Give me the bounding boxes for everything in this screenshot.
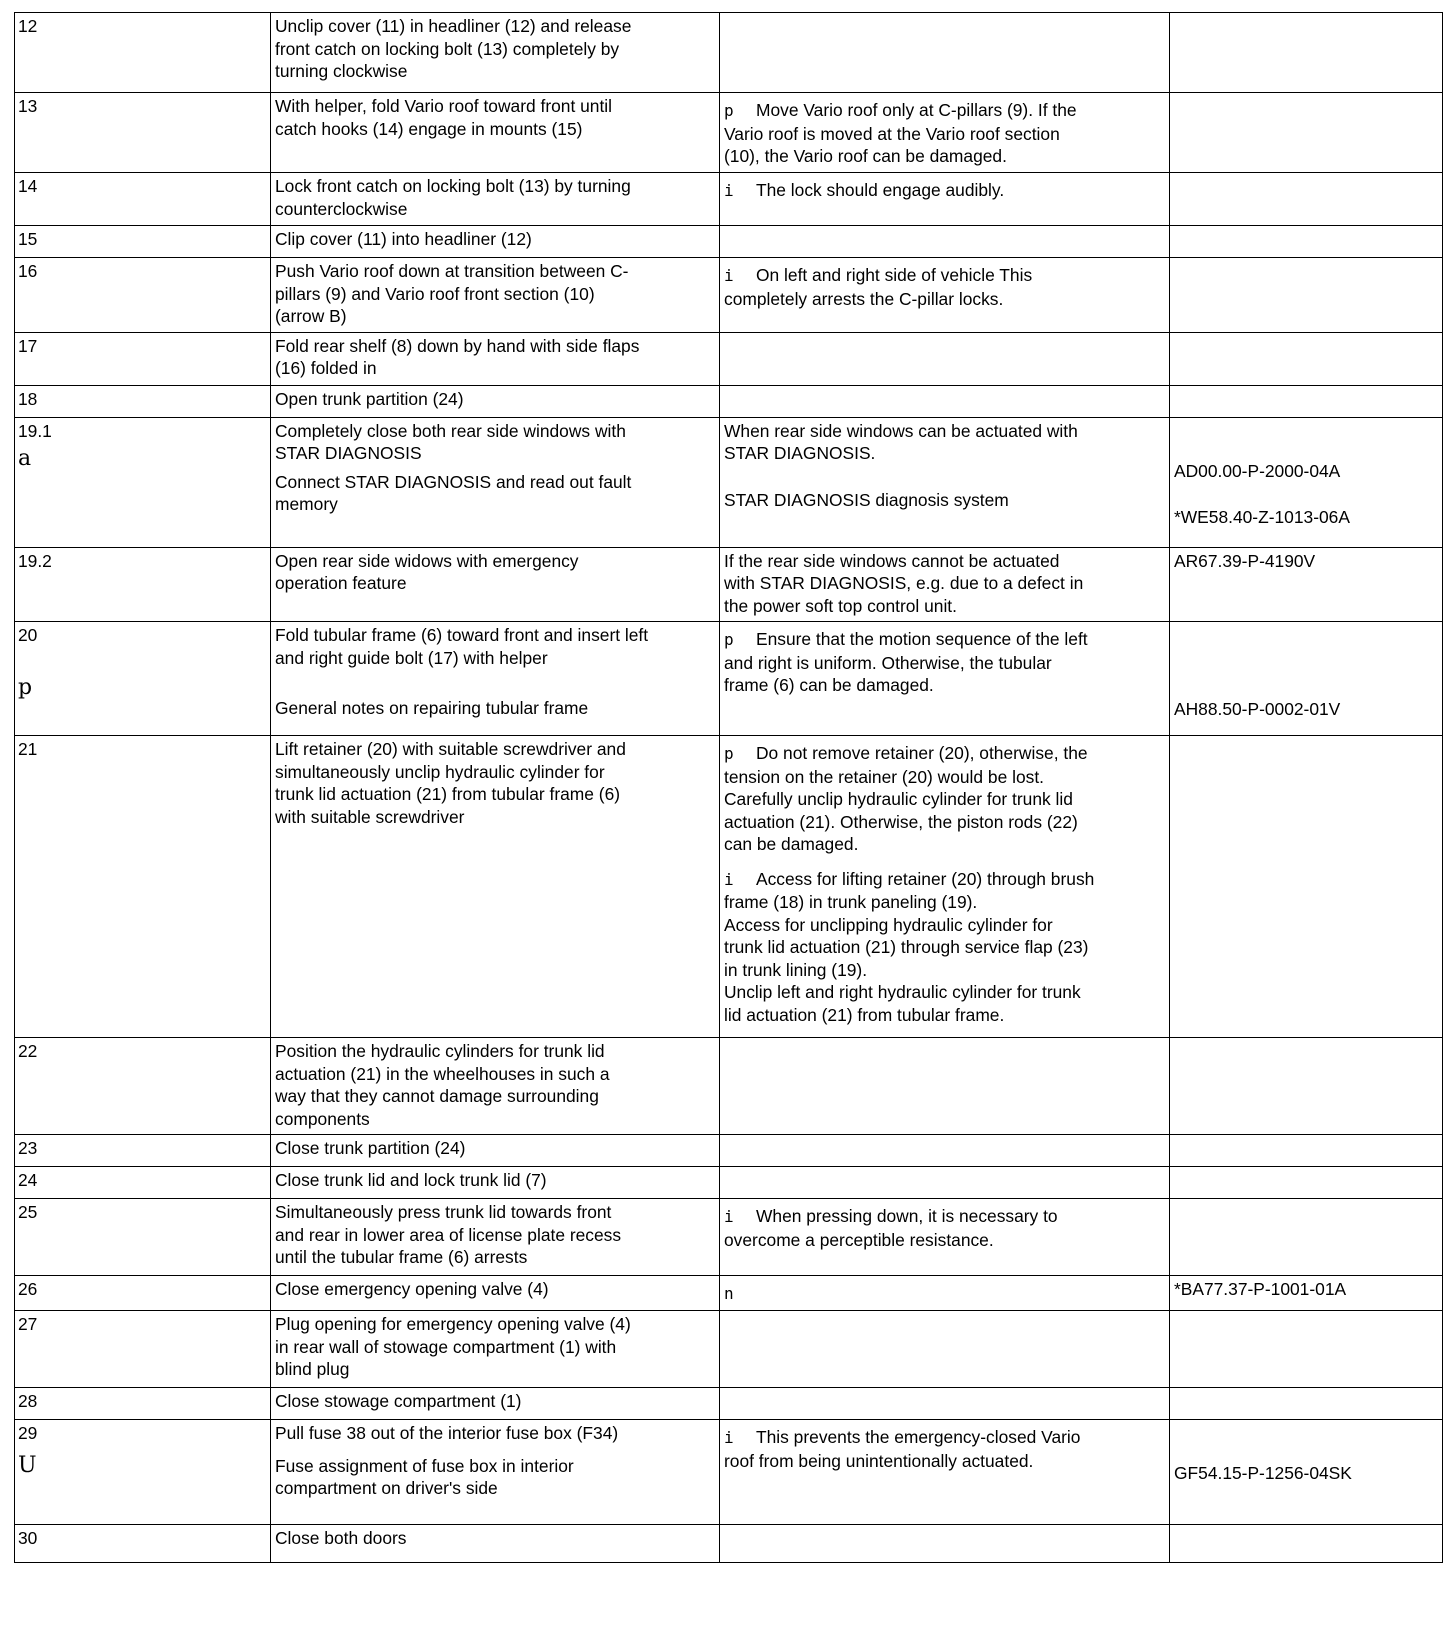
note-symbol: i <box>724 266 734 285</box>
reference-cell <box>1170 1420 1443 1525</box>
step-cell <box>15 1135 271 1167</box>
reference-cell <box>1170 385 1443 417</box>
note-line <box>724 1282 1165 1306</box>
action-cell <box>271 1276 720 1311</box>
table-row <box>15 1388 1443 1420</box>
step-cell <box>15 1199 271 1276</box>
notes-cell <box>720 1135 1170 1167</box>
step-number: 12 <box>18 16 38 36</box>
notes-cell <box>720 1420 1170 1525</box>
notes-cell <box>720 385 1170 417</box>
action-text: until the tubular frame (6) arrests <box>275 1247 528 1267</box>
step-number: 28 <box>18 1391 38 1411</box>
action-text: counterclockwise <box>275 198 408 219</box>
step-number: 29 <box>18 1423 38 1443</box>
action-text: Clip cover (11) into headliner (12) <box>275 229 532 249</box>
note-text: STAR DIAGNOSIS diagnosis system <box>724 489 1009 510</box>
note-line <box>724 99 1165 123</box>
action-text: trunk lid actuation (21) from tubular frame (6) <box>275 784 621 804</box>
table-row <box>15 1167 1443 1199</box>
note-line <box>724 868 1165 892</box>
note-text: lid actuation (21) from tubular frame. <box>724 1004 1005 1025</box>
action-cell <box>271 1199 720 1276</box>
reference-cell <box>1170 226 1443 258</box>
notes-cell <box>720 1388 1170 1420</box>
note-text: frame (18) in trunk paneling (19). <box>724 892 978 912</box>
step-number: 23 <box>18 1138 38 1158</box>
step-cell <box>15 417 271 547</box>
action-cell <box>271 547 720 622</box>
step-number: 22 <box>18 1041 38 1061</box>
step-cell <box>15 622 271 736</box>
reference-cell <box>1170 1199 1443 1276</box>
action-text: pillars (9) and Vario roof front section (10) <box>275 283 595 304</box>
procedure-table <box>14 12 1443 1563</box>
note-text: frame (6) can be damaged. <box>724 675 934 695</box>
note-text: If the rear side windows cannot be actuated <box>724 550 1060 571</box>
document-reference: AR67.39-P-4190V <box>1174 550 1316 571</box>
step-number: 25 <box>18 1202 38 1222</box>
action-cell <box>271 1420 720 1525</box>
action-text: Lock front catch on locking bolt (13) by turning <box>275 176 631 196</box>
action-cell <box>271 173 720 226</box>
action-text: components <box>275 1108 370 1129</box>
note-symbol: p <box>724 744 734 763</box>
notes-cell <box>720 13 1170 93</box>
notes-cell <box>720 1199 1170 1276</box>
note-symbol: i <box>724 1428 734 1447</box>
action-text: (16) folded in <box>275 358 377 378</box>
note-text: (10), the Vario roof can be damaged. <box>724 146 1007 166</box>
note-symbol: i <box>724 181 734 200</box>
note-line <box>724 179 1165 203</box>
action-text: operation feature <box>275 573 407 593</box>
note-text: Ensure that the motion sequence of the left <box>756 629 1088 649</box>
action-text: way that they cannot damage surrounding <box>275 1086 599 1106</box>
reference-cell <box>1170 173 1443 226</box>
step-number: 18 <box>18 388 38 409</box>
action-cell <box>271 736 720 1038</box>
step-cell <box>15 547 271 622</box>
note-text: Vario roof is moved at the Vario roof section <box>724 123 1060 144</box>
table-row <box>15 1420 1443 1525</box>
action-text: Close emergency opening valve (4) <box>275 1279 549 1299</box>
action-text: and rear in lower area of license plate recess <box>275 1224 622 1245</box>
note-text: Do not remove retainer (20), otherwise, the <box>756 743 1088 763</box>
reference-cell <box>1170 1388 1443 1420</box>
reference-cell <box>1170 13 1443 93</box>
action-text: front catch on locking bolt (13) completely by <box>275 38 620 59</box>
action-cell <box>271 417 720 547</box>
action-cell <box>271 332 720 385</box>
table-row <box>15 332 1443 385</box>
action-text: memory <box>275 494 338 514</box>
step-cell <box>15 1311 271 1388</box>
notes-cell <box>720 547 1170 622</box>
action-text: Open trunk partition (24) <box>275 388 464 409</box>
action-cell <box>271 1388 720 1420</box>
reference-cell <box>1170 417 1443 547</box>
action-text: Plug opening for emergency opening valve (4) <box>275 1314 631 1334</box>
table-row <box>15 13 1443 93</box>
step-number: 21 <box>18 739 38 759</box>
reference-cell <box>1170 547 1443 622</box>
step-cell <box>15 93 271 173</box>
reference-cell <box>1170 1311 1443 1388</box>
action-text: and right guide bolt (17) with helper <box>275 647 548 668</box>
document-reference: AD00.00-P-2000-04A <box>1174 460 1341 481</box>
reference-cell <box>1170 736 1443 1038</box>
action-text: Close stowage compartment (1) <box>275 1391 522 1411</box>
action-text: Open rear side widows with emergency <box>275 550 579 571</box>
notes-cell <box>720 332 1170 385</box>
step-number: 14 <box>18 176 38 196</box>
step-cell <box>15 1420 271 1525</box>
notes-cell <box>720 258 1170 333</box>
note-line <box>724 1426 1165 1450</box>
action-cell <box>271 93 720 173</box>
action-cell <box>271 1135 720 1167</box>
step-cell <box>15 258 271 333</box>
action-cell <box>271 258 720 333</box>
action-text: Fuse assignment of fuse box in interior <box>275 1455 574 1476</box>
step-number: 26 <box>18 1279 38 1299</box>
action-text: With helper, fold Vario roof toward front until <box>275 96 613 116</box>
action-cell <box>271 1167 720 1199</box>
note-text: This prevents the emergency-closed Vario <box>756 1427 1081 1447</box>
note-symbol: p <box>724 101 734 120</box>
action-text: Position the hydraulic cylinders for trunk lid <box>275 1041 605 1061</box>
reference-cell <box>1170 93 1443 173</box>
reference-cell <box>1170 1525 1443 1563</box>
note-text: When pressing down, it is necessary to <box>756 1206 1058 1226</box>
action-text: blind plug <box>275 1359 350 1379</box>
note-symbol: i <box>724 869 734 889</box>
table-row <box>15 736 1443 1038</box>
action-text: Completely close both rear side windows with <box>275 420 626 441</box>
table-row <box>15 1525 1443 1563</box>
step-number: 24 <box>18 1170 38 1190</box>
document-reference: GF54.15-P-1256-04SK <box>1174 1463 1352 1483</box>
note-text: Move Vario roof only at C-pillars (9). If the <box>756 100 1077 120</box>
action-text: Close trunk partition (24) <box>275 1138 466 1158</box>
step-number: 19.1 <box>18 420 52 441</box>
notes-cell <box>720 1167 1170 1199</box>
action-text: Fold rear shelf (8) down by hand with side flaps <box>275 335 640 356</box>
action-cell <box>271 13 720 93</box>
note-text: roof from being unintentionally actuated. <box>724 1450 1034 1471</box>
table-row <box>15 93 1443 173</box>
step-cell <box>15 736 271 1038</box>
reference-cell <box>1170 622 1443 736</box>
step-number: 19.2 <box>18 550 52 571</box>
note-text: can be damaged. <box>724 834 859 854</box>
note-text: tension on the retainer (20) would be lost. <box>724 766 1044 787</box>
table-row <box>15 226 1443 258</box>
note-text: the power soft top control unit. <box>724 595 957 616</box>
step-symbol: p <box>18 674 33 700</box>
action-text: Lift retainer (20) with suitable screwdriver and <box>275 739 626 759</box>
reference-cell <box>1170 1276 1443 1311</box>
step-number: 30 <box>18 1528 38 1548</box>
notes-cell <box>720 417 1170 547</box>
notes-cell <box>720 1311 1170 1388</box>
note-symbol: i <box>724 1207 734 1226</box>
note-line <box>724 1205 1165 1229</box>
table-row <box>15 173 1443 226</box>
table-row <box>15 1311 1443 1388</box>
step-symbol: U <box>18 1452 37 1478</box>
action-text: Connect STAR DIAGNOSIS and read out fault <box>275 471 632 492</box>
action-text: General notes on repairing tubular frame <box>275 698 589 718</box>
reference-cell <box>1170 1167 1443 1199</box>
note-text: trunk lid actuation (21) through service flap (23) <box>724 937 1089 957</box>
action-text: turning clockwise <box>275 61 408 81</box>
table-row <box>15 258 1443 333</box>
action-text: Close both doors <box>275 1528 407 1548</box>
step-cell <box>15 1038 271 1135</box>
step-number: 20 <box>18 625 38 645</box>
action-text: Pull fuse 38 out of the interior fuse box (F34) <box>275 1423 619 1443</box>
step-cell <box>15 226 271 258</box>
reference-cell <box>1170 1135 1443 1167</box>
action-text: simultaneously unclip hydraulic cylinder for <box>275 761 605 782</box>
step-number: 16 <box>18 261 38 281</box>
note-text: On left and right side of vehicle This <box>756 265 1033 285</box>
step-cell <box>15 1388 271 1420</box>
note-text: in trunk lining (19). <box>724 959 868 980</box>
action-cell <box>271 226 720 258</box>
notes-cell <box>720 226 1170 258</box>
note-line <box>724 628 1165 652</box>
step-number: 13 <box>18 96 38 116</box>
table-row <box>15 417 1443 547</box>
note-line <box>724 742 1165 766</box>
action-text: (arrow B) <box>275 306 347 326</box>
note-text: Access for unclipping hydraulic cylinder for <box>724 914 1053 935</box>
action-text: Simultaneously press trunk lid towards front <box>275 1202 612 1222</box>
reference-cell <box>1170 258 1443 333</box>
notes-cell <box>720 1276 1170 1311</box>
note-text: completely arrests the C-pillar locks. <box>724 288 1004 309</box>
action-text: in rear wall of stowage compartment (1) with <box>275 1336 617 1357</box>
step-number: 17 <box>18 335 38 356</box>
action-text: catch hooks (14) engage in mounts (15) <box>275 118 583 139</box>
table-row <box>15 622 1443 736</box>
step-cell <box>15 1525 271 1563</box>
document-reference: *BA77.37-P-1001-01A <box>1174 1279 1347 1299</box>
action-text: actuation (21) in the wheelhouses in such a <box>275 1063 610 1084</box>
step-number: 15 <box>18 229 38 249</box>
action-text: Push Vario roof down at transition between C- <box>275 261 629 281</box>
note-text: Carefully unclip hydraulic cylinder for trunk lid <box>724 789 1073 809</box>
note-symbol: p <box>724 630 734 649</box>
notes-cell <box>720 736 1170 1038</box>
table-row <box>15 547 1443 622</box>
action-text: with suitable screwdriver <box>275 806 465 827</box>
note-text: with STAR DIAGNOSIS, e.g. due to a defect in <box>724 573 1084 593</box>
notes-cell <box>720 1525 1170 1563</box>
notes-cell <box>720 1038 1170 1135</box>
table-row <box>15 385 1443 417</box>
note-text: Unclip left and right hydraulic cylinder for trunk <box>724 982 1081 1002</box>
step-cell <box>15 385 271 417</box>
procedure-table-body <box>15 13 1443 1563</box>
document-reference: *WE58.40-Z-1013-06A <box>1174 507 1350 527</box>
reference-cell <box>1170 1038 1443 1135</box>
step-cell <box>15 13 271 93</box>
action-text: Fold tubular frame (6) toward front and insert left <box>275 625 649 645</box>
step-cell <box>15 332 271 385</box>
document-reference: AH88.50-P-0002-01V <box>1174 699 1341 719</box>
action-cell <box>271 385 720 417</box>
note-text: When rear side windows can be actuated with <box>724 420 1078 441</box>
action-text: Unclip cover (11) in headliner (12) and release <box>275 16 632 36</box>
table-row <box>15 1199 1443 1276</box>
action-cell <box>271 1038 720 1135</box>
note-text: overcome a perceptible resistance. <box>724 1229 994 1250</box>
action-cell <box>271 622 720 736</box>
action-cell <box>271 1311 720 1388</box>
action-text: STAR DIAGNOSIS <box>275 443 422 463</box>
table-row <box>15 1276 1443 1311</box>
notes-cell <box>720 622 1170 736</box>
note-text: Access for lifting retainer (20) through brush <box>756 868 1095 889</box>
action-cell <box>271 1525 720 1563</box>
step-cell <box>15 173 271 226</box>
step-symbol: a <box>18 446 32 471</box>
reference-cell <box>1170 332 1443 385</box>
note-text: actuation (21). Otherwise, the piston rods (22) <box>724 811 1078 832</box>
step-number: 27 <box>18 1314 38 1334</box>
notes-cell <box>720 93 1170 173</box>
step-cell <box>15 1167 271 1199</box>
note-text: and right is uniform. Otherwise, the tubular <box>724 652 1052 673</box>
notes-cell <box>720 173 1170 226</box>
step-cell <box>15 1276 271 1311</box>
action-text: compartment on driver's side <box>275 1478 498 1498</box>
action-text: Close trunk lid and lock trunk lid (7) <box>275 1170 547 1190</box>
table-row <box>15 1038 1443 1135</box>
note-text: STAR DIAGNOSIS. <box>724 443 876 463</box>
note-text: The lock should engage audibly. <box>756 180 1005 200</box>
table-row <box>15 1135 1443 1167</box>
note-symbol: n <box>724 1284 734 1303</box>
note-line <box>724 264 1165 288</box>
